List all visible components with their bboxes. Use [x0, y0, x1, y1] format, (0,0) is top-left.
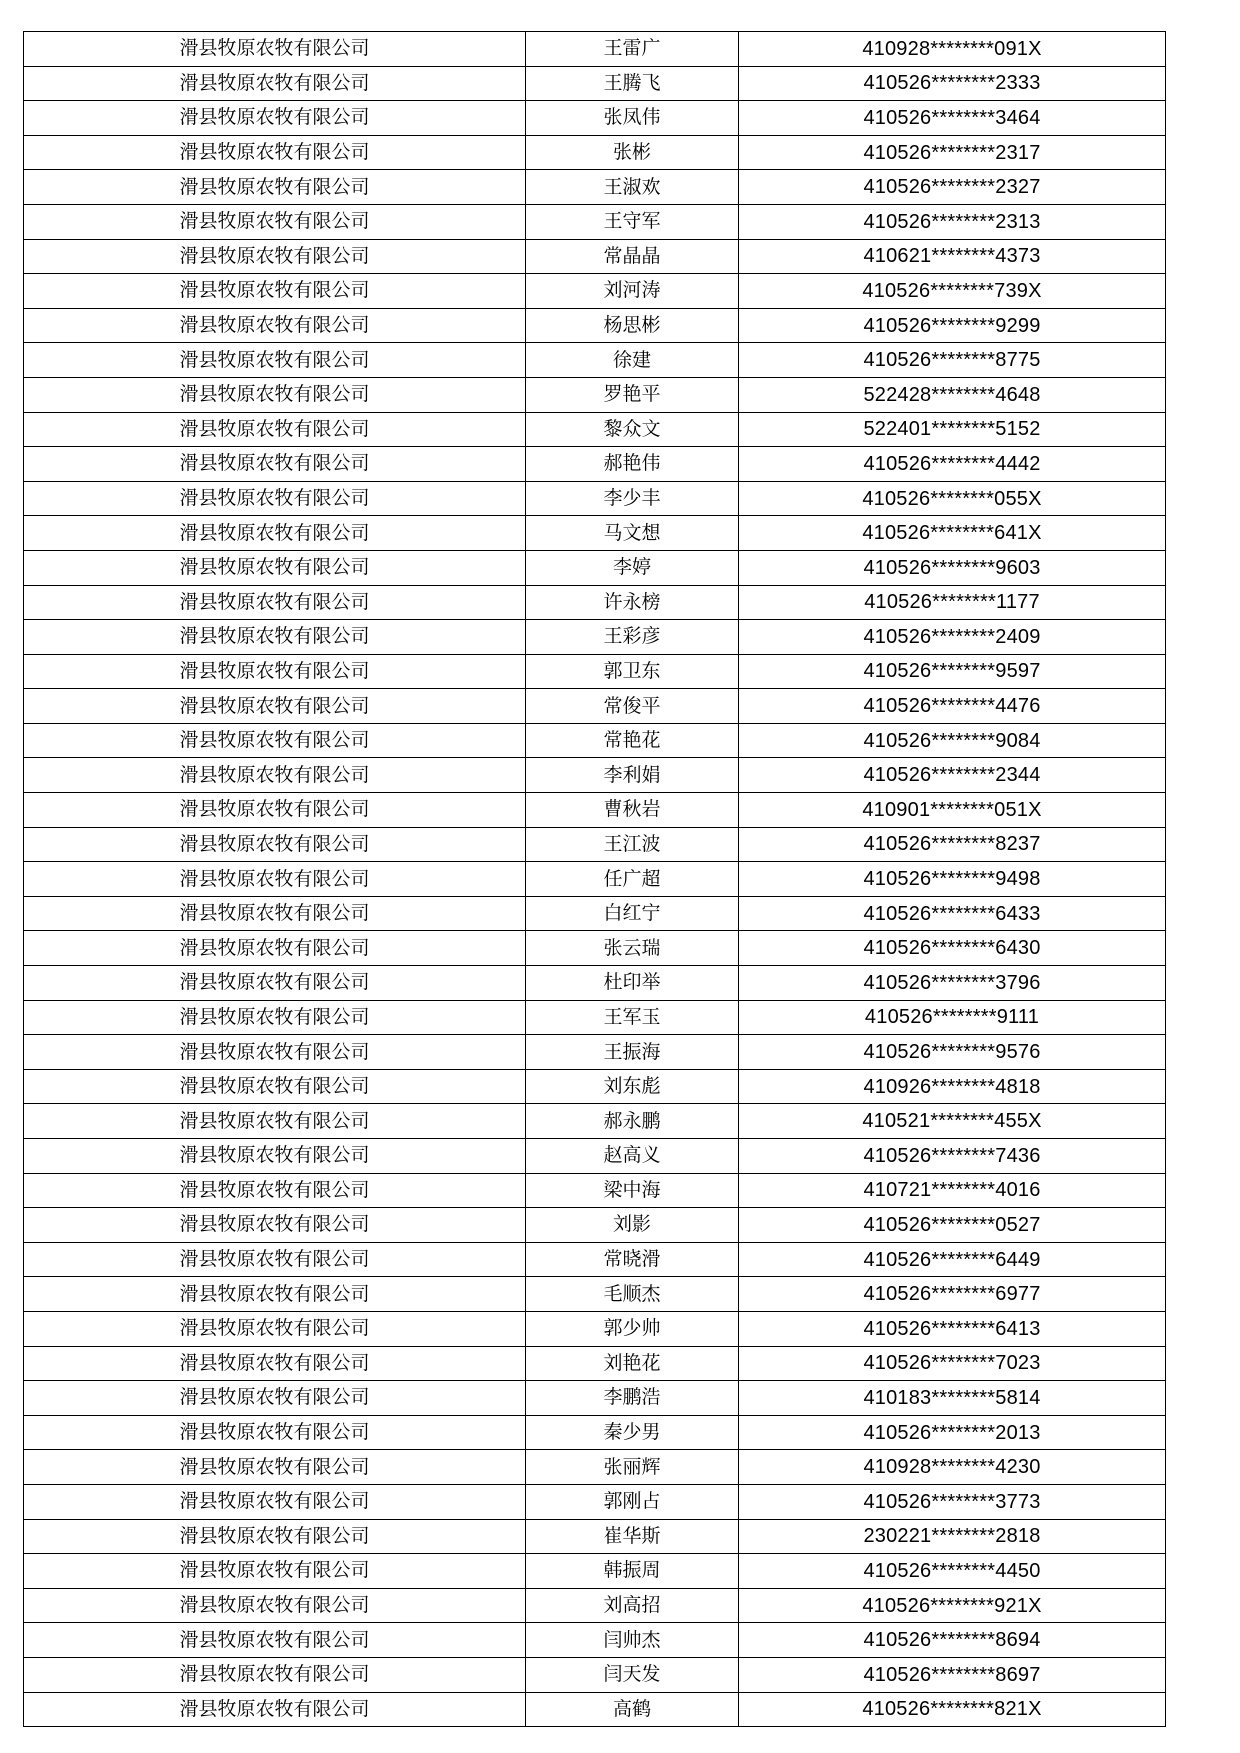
- id-number-cell: 410526********641X: [739, 516, 1166, 551]
- company-cell: 滑县牧原农牧有限公司: [24, 516, 526, 551]
- person-name-cell: 王淑欢: [526, 170, 739, 205]
- company-cell: 滑县牧原农牧有限公司: [24, 758, 526, 793]
- id-number-cell: 410526********7436: [739, 1139, 1166, 1174]
- person-name-cell: 郭卫东: [526, 654, 739, 689]
- table-row: [24, 620, 1166, 655]
- company-cell: 滑县牧原农牧有限公司: [24, 1173, 526, 1208]
- id-number-cell: 410928********091X: [739, 32, 1166, 67]
- table-row: [24, 585, 1166, 620]
- person-name-cell: 刘东彪: [526, 1069, 739, 1104]
- person-name-cell: 高鹤: [526, 1692, 739, 1727]
- table-row: [24, 689, 1166, 724]
- company-cell: 滑县牧原农牧有限公司: [24, 896, 526, 931]
- company-cell: 滑县牧原农牧有限公司: [24, 793, 526, 828]
- table-row: [24, 1208, 1166, 1243]
- person-name-cell: 任广超: [526, 862, 739, 897]
- table-row: [24, 412, 1166, 447]
- company-cell: 滑县牧原农牧有限公司: [24, 1208, 526, 1243]
- id-number-cell: 410526********4476: [739, 689, 1166, 724]
- person-name-cell: 闫帅杰: [526, 1623, 739, 1658]
- table-row: [24, 1623, 1166, 1658]
- person-name-cell: 李婷: [526, 550, 739, 585]
- company-cell: 滑县牧原农牧有限公司: [24, 204, 526, 239]
- id-number-cell: 410526********8694: [739, 1623, 1166, 1658]
- id-number-cell: 410526********8697: [739, 1657, 1166, 1692]
- person-name-cell: 张云瑞: [526, 931, 739, 966]
- table-row: [24, 32, 1166, 67]
- company-cell: 滑县牧原农牧有限公司: [24, 550, 526, 585]
- table-row: [24, 1657, 1166, 1692]
- company-cell: 滑县牧原农牧有限公司: [24, 481, 526, 516]
- id-number-cell: 410526********739X: [739, 274, 1166, 309]
- id-number-cell: 410526********9084: [739, 723, 1166, 758]
- person-name-cell: 王雷广: [526, 32, 739, 67]
- id-number-cell: 410526********6977: [739, 1277, 1166, 1312]
- id-number-cell: 410526********2327: [739, 170, 1166, 205]
- table-row: [24, 1139, 1166, 1174]
- company-cell: 滑县牧原农牧有限公司: [24, 170, 526, 205]
- id-number-cell: 410526********6433: [739, 896, 1166, 931]
- id-number-cell: 410526********3796: [739, 966, 1166, 1001]
- table-row: [24, 1381, 1166, 1416]
- person-name-cell: 常晓滑: [526, 1242, 739, 1277]
- company-cell: 滑县牧原农牧有限公司: [24, 620, 526, 655]
- company-cell: 滑县牧原农牧有限公司: [24, 32, 526, 67]
- table-row: [24, 1104, 1166, 1139]
- company-cell: 滑县牧原农牧有限公司: [24, 827, 526, 862]
- company-cell: 滑县牧原农牧有限公司: [24, 1381, 526, 1416]
- person-name-cell: 赵高义: [526, 1139, 739, 1174]
- person-name-cell: 秦少男: [526, 1415, 739, 1450]
- id-number-cell: 410526********9576: [739, 1035, 1166, 1070]
- company-cell: 滑县牧原农牧有限公司: [24, 1139, 526, 1174]
- table-row: [24, 481, 1166, 516]
- person-name-cell: 许永榜: [526, 585, 739, 620]
- company-cell: 滑县牧原农牧有限公司: [24, 135, 526, 170]
- company-cell: 滑县牧原农牧有限公司: [24, 239, 526, 274]
- company-cell: 滑县牧原农牧有限公司: [24, 1484, 526, 1519]
- table-row: [24, 827, 1166, 862]
- person-name-cell: 黎众文: [526, 412, 739, 447]
- id-number-cell: 410926********4818: [739, 1069, 1166, 1104]
- table-row: [24, 377, 1166, 412]
- company-cell: 滑县牧原农牧有限公司: [24, 1104, 526, 1139]
- company-cell: 滑县牧原农牧有限公司: [24, 412, 526, 447]
- person-name-cell: 王守军: [526, 204, 739, 239]
- table-row: [24, 931, 1166, 966]
- person-name-cell: 常晶晶: [526, 239, 739, 274]
- table-row: [24, 1450, 1166, 1485]
- company-cell: 滑县牧原农牧有限公司: [24, 1277, 526, 1312]
- company-cell: 滑县牧原农牧有限公司: [24, 1519, 526, 1554]
- roster-table-body: [24, 32, 1166, 1727]
- person-name-cell: 刘高招: [526, 1588, 739, 1623]
- id-number-cell: 230221********2818: [739, 1519, 1166, 1554]
- company-cell: 滑县牧原农牧有限公司: [24, 1692, 526, 1727]
- table-row: [24, 274, 1166, 309]
- person-name-cell: 常俊平: [526, 689, 739, 724]
- person-name-cell: 闫天发: [526, 1657, 739, 1692]
- table-row: [24, 1484, 1166, 1519]
- table-row: [24, 1519, 1166, 1554]
- table-row: [24, 1311, 1166, 1346]
- table-row: [24, 516, 1166, 551]
- table-row: [24, 66, 1166, 101]
- table-row: [24, 758, 1166, 793]
- table-row: [24, 654, 1166, 689]
- id-number-cell: 410526********2409: [739, 620, 1166, 655]
- table-row: [24, 1692, 1166, 1727]
- company-cell: 滑县牧原农牧有限公司: [24, 274, 526, 309]
- table-row: [24, 170, 1166, 205]
- person-name-cell: 杨思彬: [526, 308, 739, 343]
- table-row: [24, 447, 1166, 482]
- company-cell: 滑县牧原农牧有限公司: [24, 343, 526, 378]
- person-name-cell: 张丽辉: [526, 1450, 739, 1485]
- id-number-cell: 410526********9299: [739, 308, 1166, 343]
- company-cell: 滑县牧原农牧有限公司: [24, 447, 526, 482]
- company-cell: 滑县牧原农牧有限公司: [24, 1035, 526, 1070]
- table-row: [24, 896, 1166, 931]
- person-name-cell: 王军玉: [526, 1000, 739, 1035]
- company-cell: 滑县牧原农牧有限公司: [24, 1657, 526, 1692]
- id-number-cell: 410526********6449: [739, 1242, 1166, 1277]
- id-number-cell: 410526********4442: [739, 447, 1166, 482]
- person-name-cell: 张彬: [526, 135, 739, 170]
- person-name-cell: 常艳花: [526, 723, 739, 758]
- company-cell: 滑县牧原农牧有限公司: [24, 1588, 526, 1623]
- person-name-cell: 梁中海: [526, 1173, 739, 1208]
- id-number-cell: 410526********3773: [739, 1484, 1166, 1519]
- company-cell: 滑县牧原农牧有限公司: [24, 1346, 526, 1381]
- id-number-cell: 410526********0527: [739, 1208, 1166, 1243]
- id-number-cell: 410526********2344: [739, 758, 1166, 793]
- company-cell: 滑县牧原农牧有限公司: [24, 101, 526, 136]
- company-cell: 滑县牧原农牧有限公司: [24, 1415, 526, 1450]
- id-number-cell: 410526********9498: [739, 862, 1166, 897]
- id-number-cell: 522401********5152: [739, 412, 1166, 447]
- person-name-cell: 徐建: [526, 343, 739, 378]
- id-number-cell: 410526********2317: [739, 135, 1166, 170]
- person-name-cell: 李少丰: [526, 481, 739, 516]
- id-number-cell: 410526********2313: [739, 204, 1166, 239]
- roster-table: [23, 31, 1166, 1727]
- id-number-cell: 410526********055X: [739, 481, 1166, 516]
- table-row: [24, 1035, 1166, 1070]
- table-row: [24, 550, 1166, 585]
- person-name-cell: 崔华斯: [526, 1519, 739, 1554]
- person-name-cell: 白红宁: [526, 896, 739, 931]
- id-number-cell: 410526********6430: [739, 931, 1166, 966]
- person-name-cell: 郭少帅: [526, 1311, 739, 1346]
- table-row: [24, 1277, 1166, 1312]
- table-row: [24, 135, 1166, 170]
- table-row: [24, 1588, 1166, 1623]
- person-name-cell: 张凤伟: [526, 101, 739, 136]
- company-cell: 滑县牧原农牧有限公司: [24, 966, 526, 1001]
- company-cell: 滑县牧原农牧有限公司: [24, 1623, 526, 1658]
- id-number-cell: 410721********4016: [739, 1173, 1166, 1208]
- id-number-cell: 410526********4450: [739, 1554, 1166, 1589]
- table-row: [24, 1415, 1166, 1450]
- id-number-cell: 410526********2333: [739, 66, 1166, 101]
- person-name-cell: 韩振周: [526, 1554, 739, 1589]
- person-name-cell: 曹秋岩: [526, 793, 739, 828]
- company-cell: 滑县牧原农牧有限公司: [24, 1311, 526, 1346]
- id-number-cell: 410526********9111: [739, 1000, 1166, 1035]
- person-name-cell: 马文想: [526, 516, 739, 551]
- id-number-cell: 410526********921X: [739, 1588, 1166, 1623]
- id-number-cell: 410928********4230: [739, 1450, 1166, 1485]
- table-row: [24, 1346, 1166, 1381]
- table-row: [24, 308, 1166, 343]
- table-row: [24, 1242, 1166, 1277]
- company-cell: 滑县牧原农牧有限公司: [24, 654, 526, 689]
- table-row: [24, 239, 1166, 274]
- id-number-cell: 410901********051X: [739, 793, 1166, 828]
- person-name-cell: 王腾飞: [526, 66, 739, 101]
- table-row: [24, 1173, 1166, 1208]
- company-cell: 滑县牧原农牧有限公司: [24, 1069, 526, 1104]
- company-cell: 滑县牧原农牧有限公司: [24, 66, 526, 101]
- person-name-cell: 毛顺杰: [526, 1277, 739, 1312]
- table-row: [24, 1554, 1166, 1589]
- company-cell: 滑县牧原农牧有限公司: [24, 308, 526, 343]
- id-number-cell: 410526********8775: [739, 343, 1166, 378]
- company-cell: 滑县牧原农牧有限公司: [24, 1000, 526, 1035]
- person-name-cell: 杜印举: [526, 966, 739, 1001]
- id-number-cell: 410526********821X: [739, 1692, 1166, 1727]
- person-name-cell: 郭刚占: [526, 1484, 739, 1519]
- table-row: [24, 343, 1166, 378]
- id-number-cell: 410521********455X: [739, 1104, 1166, 1139]
- table-row: [24, 966, 1166, 1001]
- company-cell: 滑县牧原农牧有限公司: [24, 862, 526, 897]
- person-name-cell: 刘影: [526, 1208, 739, 1243]
- company-cell: 滑县牧原农牧有限公司: [24, 723, 526, 758]
- company-cell: 滑县牧原农牧有限公司: [24, 377, 526, 412]
- table-row: [24, 793, 1166, 828]
- person-name-cell: 李利娟: [526, 758, 739, 793]
- person-name-cell: 刘艳花: [526, 1346, 739, 1381]
- company-cell: 滑县牧原农牧有限公司: [24, 1554, 526, 1589]
- person-name-cell: 李鹏浩: [526, 1381, 739, 1416]
- id-number-cell: 410526********7023: [739, 1346, 1166, 1381]
- person-name-cell: 王振海: [526, 1035, 739, 1070]
- table-row: [24, 723, 1166, 758]
- person-name-cell: 王彩彦: [526, 620, 739, 655]
- table-row: [24, 862, 1166, 897]
- table-row: [24, 1069, 1166, 1104]
- person-name-cell: 郝艳伟: [526, 447, 739, 482]
- id-number-cell: 410526********9597: [739, 654, 1166, 689]
- id-number-cell: 410526********3464: [739, 101, 1166, 136]
- person-name-cell: 刘河涛: [526, 274, 739, 309]
- company-cell: 滑县牧原农牧有限公司: [24, 1242, 526, 1277]
- person-name-cell: 罗艳平: [526, 377, 739, 412]
- company-cell: 滑县牧原农牧有限公司: [24, 931, 526, 966]
- person-name-cell: 王江波: [526, 827, 739, 862]
- company-cell: 滑县牧原农牧有限公司: [24, 585, 526, 620]
- id-number-cell: 410183********5814: [739, 1381, 1166, 1416]
- table-row: [24, 1000, 1166, 1035]
- id-number-cell: 410526********1177: [739, 585, 1166, 620]
- person-name-cell: 郝永鹏: [526, 1104, 739, 1139]
- table-row: [24, 101, 1166, 136]
- id-number-cell: 410526********9603: [739, 550, 1166, 585]
- id-number-cell: 522428********4648: [739, 377, 1166, 412]
- table-row: [24, 204, 1166, 239]
- id-number-cell: 410621********4373: [739, 239, 1166, 274]
- id-number-cell: 410526********6413: [739, 1311, 1166, 1346]
- company-cell: 滑县牧原农牧有限公司: [24, 689, 526, 724]
- company-cell: 滑县牧原农牧有限公司: [24, 1450, 526, 1485]
- id-number-cell: 410526********8237: [739, 827, 1166, 862]
- id-number-cell: 410526********2013: [739, 1415, 1166, 1450]
